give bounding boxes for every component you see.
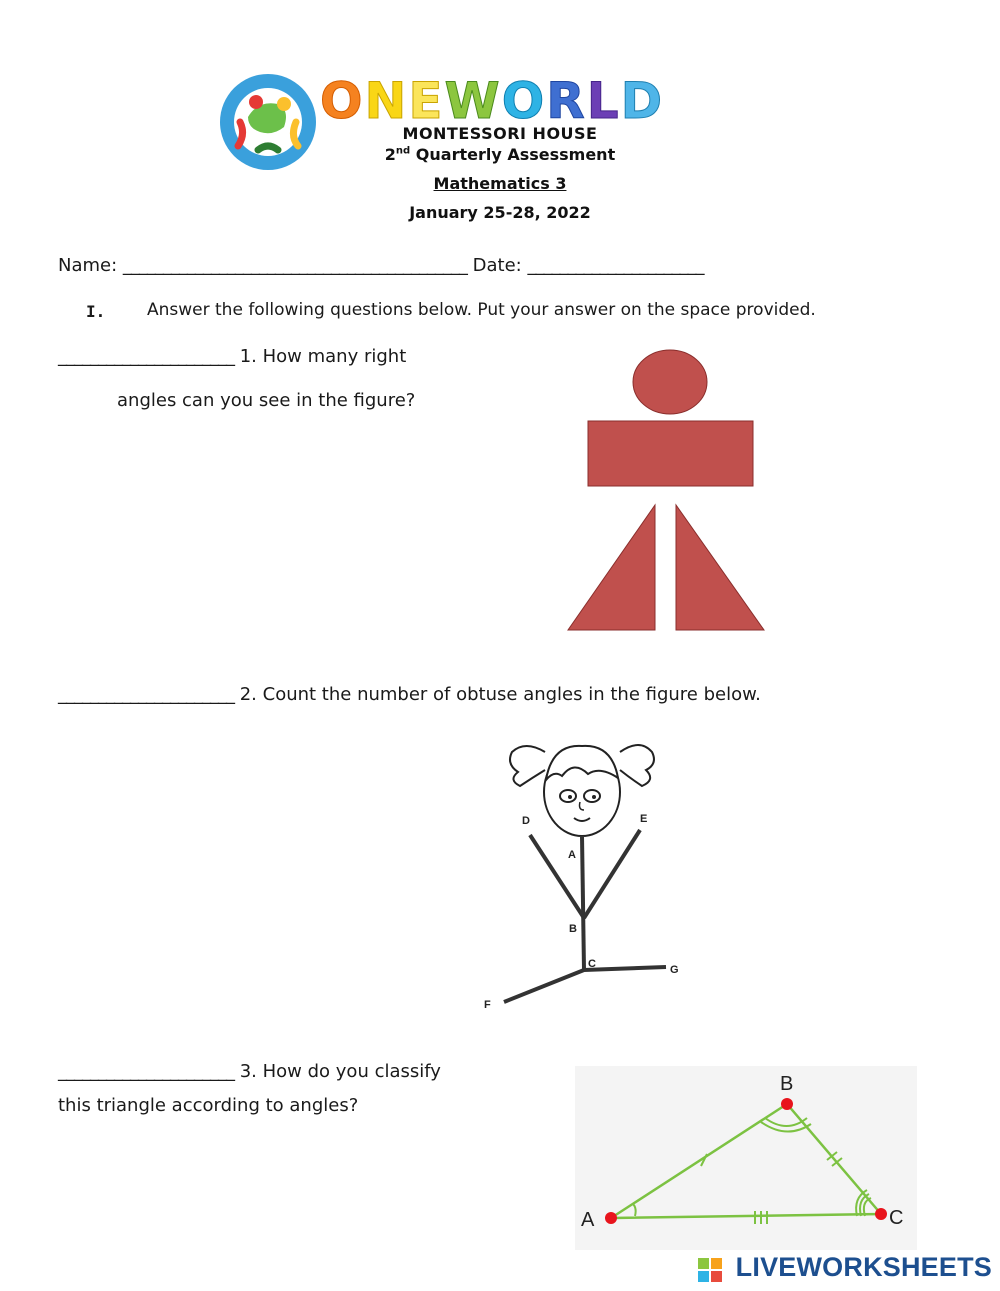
section-number: I. (86, 302, 106, 321)
question-2-row (58, 684, 761, 705)
label-b: B (569, 923, 577, 935)
question-1-text: 1. How many right (239, 346, 407, 367)
right-pigtail (620, 745, 654, 786)
vertex-c (875, 1208, 887, 1220)
label-d: D (522, 815, 530, 827)
subject-title: Mathematics 3 (433, 174, 567, 193)
date-input-line[interactable]: ______________________ (527, 255, 704, 276)
label-a: A (568, 849, 576, 861)
figure-2-stick-figure (470, 730, 700, 1030)
triangle-label-c: C (889, 1207, 904, 1229)
figure-1-circle (633, 350, 707, 414)
svg-text:ONEWORLD: ONEWORLD (320, 72, 665, 126)
triangle-label-a: A (581, 1209, 595, 1231)
left-pigtail (510, 746, 545, 786)
answer-blank-3[interactable]: ______________________ (58, 1061, 234, 1082)
name-label: Name: (58, 255, 118, 276)
vertex-a (605, 1212, 617, 1224)
figure-1-rectangle (588, 421, 753, 486)
label-g: G (670, 964, 679, 976)
answer-blank-2[interactable]: ______________________ (58, 684, 234, 705)
label-c: C (588, 958, 596, 970)
instruction-text: Answer the following questions below. Put your answer on the space provided. (147, 300, 816, 320)
answer-blank-1[interactable]: ______________________ (58, 346, 234, 367)
question-3-text: 3. How do you classify (239, 1061, 441, 1082)
label-f: F (484, 999, 491, 1011)
figure-1-left-triangle (568, 505, 655, 630)
assessment-title: 2nd Quarterly Assessment (384, 145, 616, 164)
question-3-text-cont: this triangle according to angles? (58, 1095, 359, 1116)
label-e: E (640, 813, 648, 825)
liveworksheets-brand[interactable]: LIVEWORKSHEETS (735, 1252, 992, 1282)
name-input-line[interactable]: ___________________________________________ (122, 255, 467, 276)
question-1-row (58, 346, 406, 367)
date-label: Date: (472, 255, 522, 276)
date-range: January 25-28, 2022 (409, 203, 591, 222)
figure-1-right-triangle (676, 505, 764, 630)
name-field-row (58, 255, 703, 276)
school-name: MONTESSORI HOUSE (402, 124, 598, 143)
school-logo-wordmark (318, 70, 758, 126)
figure-3-triangle (575, 1066, 917, 1250)
liveworksheets-icon (698, 1258, 722, 1282)
vertex-b (781, 1098, 793, 1110)
figure-1-shapes (560, 345, 780, 640)
question-2-text: 2. Count the number of obtuse angles in the figure below. (239, 684, 761, 705)
triangle-label-b: B (780, 1073, 794, 1095)
question-1-text-cont: angles can you see in the figure? (117, 390, 416, 411)
question-3-row (58, 1061, 441, 1082)
